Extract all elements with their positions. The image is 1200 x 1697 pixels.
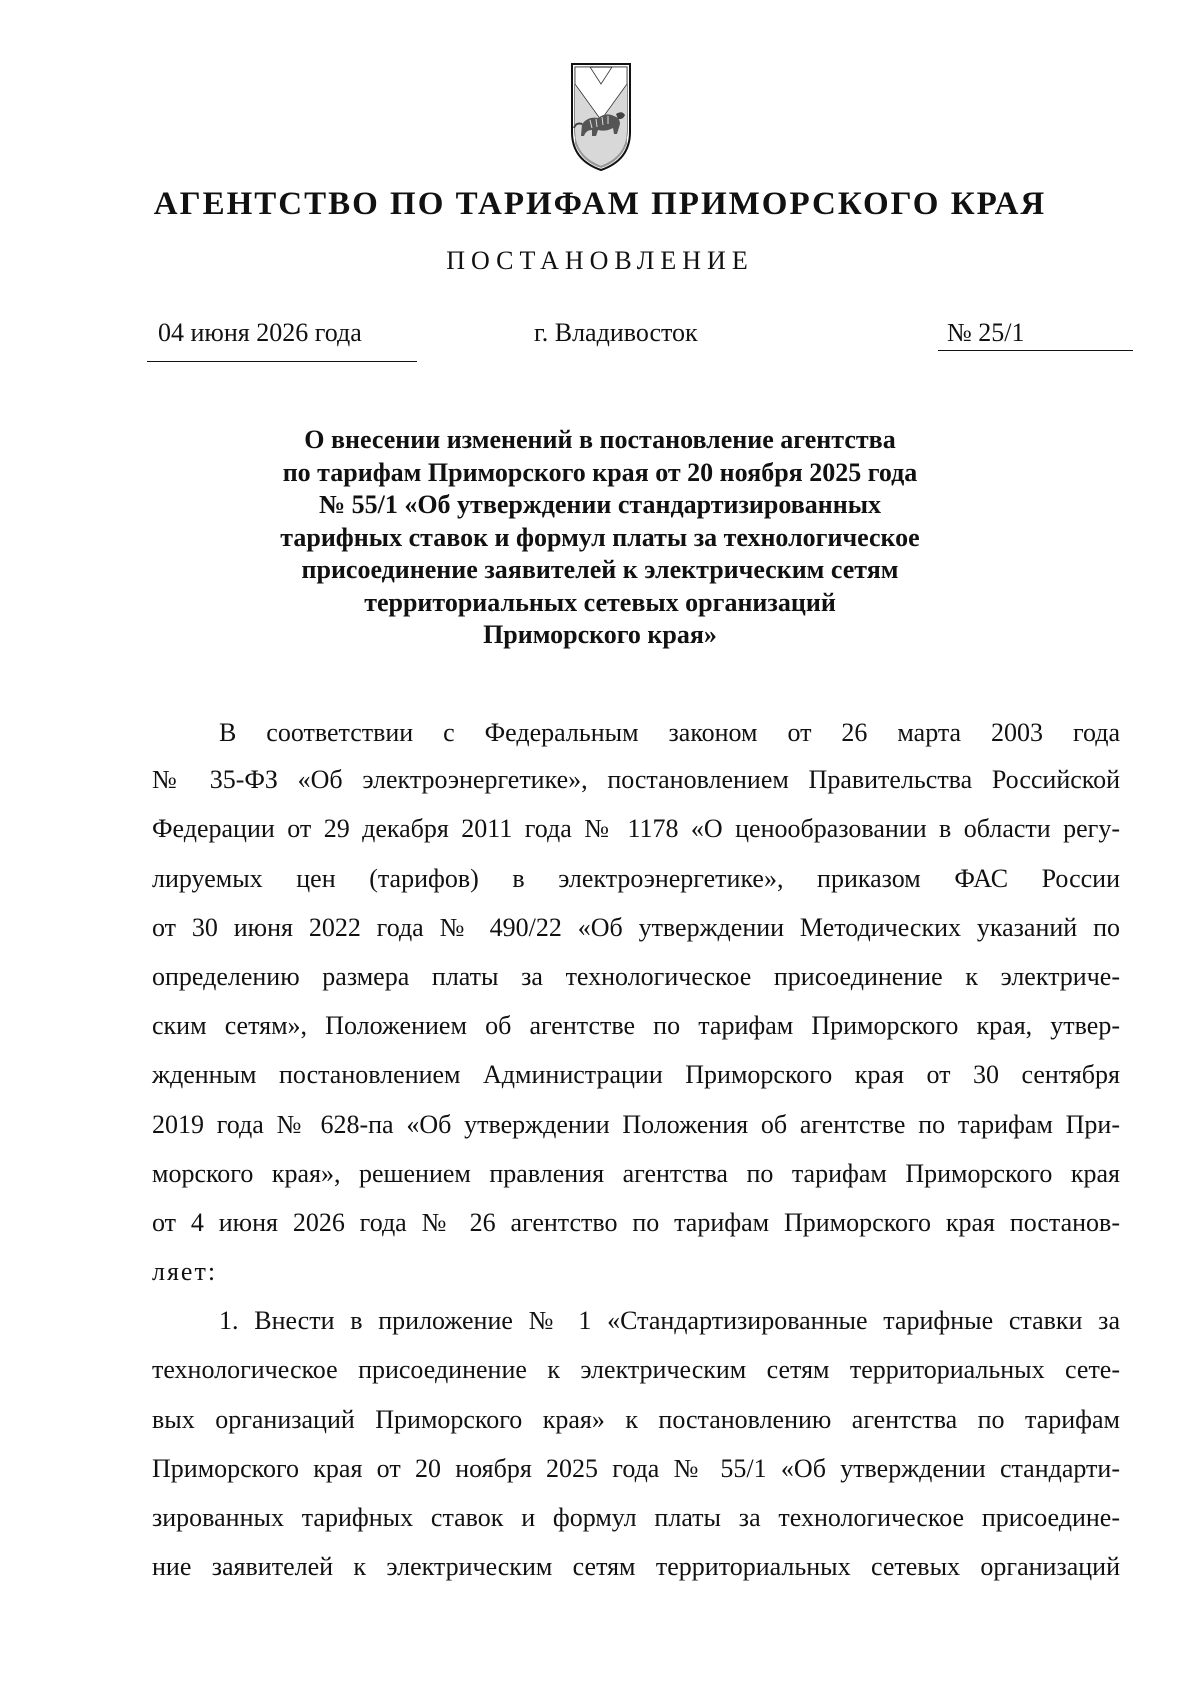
title-line: территориальных сетевых организаций	[364, 587, 836, 617]
body-line: лируемых цен (тарифов) в электроэнергетике», приказом ФАС России	[152, 864, 1120, 893]
title-line: О внесении изменений в постановление агентства	[304, 425, 896, 454]
body-line: морского края», решением правления агентства по тарифам Приморского края	[152, 1159, 1120, 1188]
body-line: № 35-ФЗ «Об электроэнергетике», постановлением Правительства Российской	[152, 765, 1120, 794]
body-line: ским сетям», Положением об агентстве по тарифам Приморского края, утвер-	[152, 1011, 1120, 1040]
body-line: зированных тарифных ставок и формул платы за технологическое присоедине-	[152, 1503, 1120, 1532]
document-number: № 25/1	[947, 318, 1025, 347]
body-line: 1. Внести в приложение № 1 «Стандартизированные тарифные ставки за	[219, 1306, 1120, 1335]
body-line: вых организаций Приморского края» к постановлению агентства по тарифам	[152, 1405, 1120, 1434]
body-line: ние заявителей к электрическим сетям территориальных сетевых организаций	[152, 1552, 1120, 1581]
document-type: ПОСТАНОВЛЕНИЕ	[446, 246, 754, 275]
body-line: жденным постановлением Администрации Приморского края от 30 сентября	[152, 1060, 1120, 1089]
body-line: от 30 июня 2022 года № 490/22 «Об утверждении Методических указаний по	[152, 913, 1120, 942]
body-line: 2019 года № 628-па «Об утверждении Положения об агентстве по тарифам При-	[152, 1110, 1120, 1139]
body-line: от 4 июня 2026 года № 26 агентство по тарифам Приморского края постанов-	[152, 1208, 1120, 1237]
number-underline	[938, 350, 1133, 351]
coat-of-arms-icon	[570, 62, 632, 172]
title-line: № 55/1 «Об утверждении стандартизированных	[318, 490, 882, 519]
document-city: г. Владивосток	[534, 318, 698, 347]
body-line: технологическое присоединение к электрическим сетям территориальных сете-	[152, 1355, 1120, 1384]
title-line: присоединение заявителей к электрическим сетям	[301, 555, 899, 584]
body-line: Приморского края от 20 ноября 2025 года № 55/1 «Об утверждении стандарти-	[152, 1454, 1120, 1483]
document-date: 04 июня 2026 года	[158, 318, 362, 347]
date-underline	[147, 361, 417, 362]
title-line: по тарифам Приморского края от 20 ноября 2025 года	[282, 457, 918, 487]
agency-name: АГЕНТСТВО ПО ТАРИФАМ ПРИМОРСКОГО КРАЯ	[153, 186, 1047, 222]
title-line: Приморского края»	[483, 620, 717, 649]
body-line: Федерации от 29 декабря 2011 года № 1178 «О ценообразовании в области регу-	[152, 814, 1120, 843]
body-line: В соответствии с Федеральным законом от 26 марта 2003 года	[219, 718, 1120, 747]
title-line: тарифных ставок и формул платы за технологическое	[280, 522, 920, 552]
body-line: ляет:	[152, 1257, 218, 1286]
document-title	[230, 424, 970, 652]
body-line: определению размера платы за технологическое присоединение к электриче-	[152, 962, 1120, 991]
